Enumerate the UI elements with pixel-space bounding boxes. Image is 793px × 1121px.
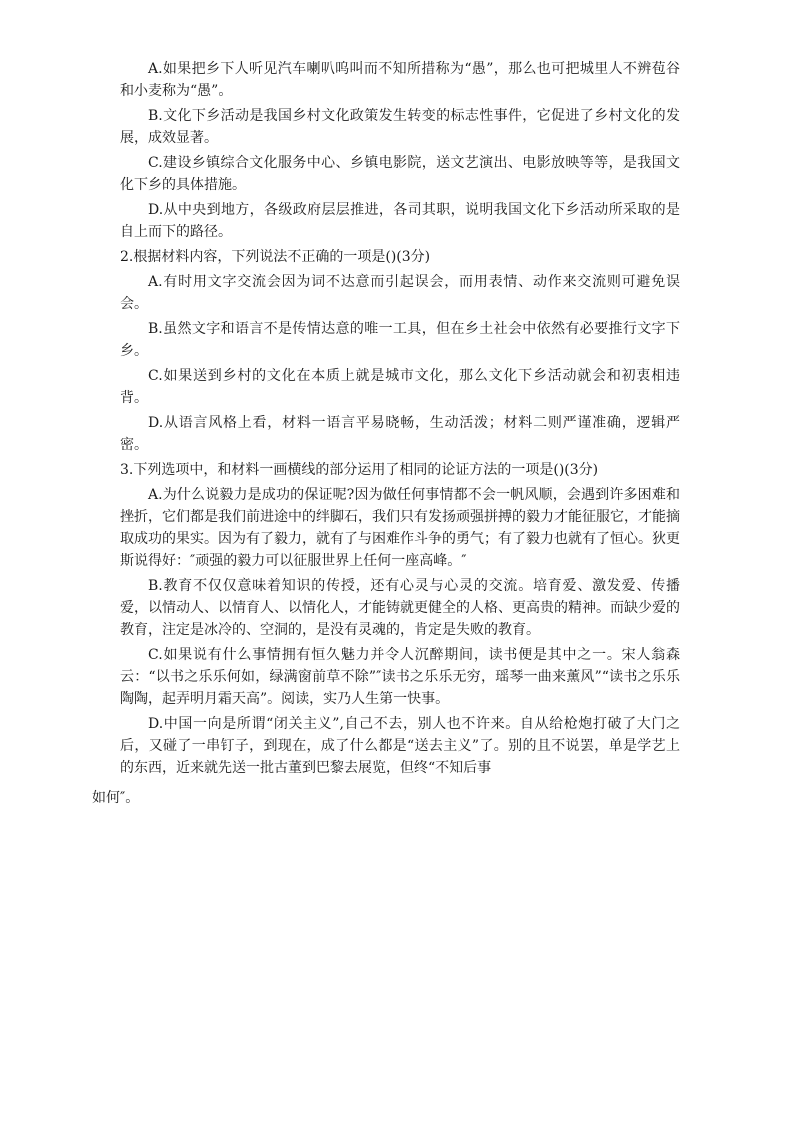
q3-stem: 3.下列选项中，和材料一画横线的部分运用了相同的论证方法的一项是()(3分) (120, 462, 599, 478)
q2-stem: 2.根据材料内容，下列说法不正确的一项是()(3分) (120, 249, 431, 265)
q3-option-d-tail: 如何″。 (92, 790, 140, 806)
q3-option-c: C.如果说有什么事情拥有恒久魅力并令人沉醉期间，读书便是其中之一。宋人翁森云：“以书之乐乐何如，绿满窗前草不除”″读书之乐乐无穷，瑶琴一曲来薰风”“读书之乐乐陶陶，起弄明月霜天高”。阅读，实乃人生第一快事。 (120, 647, 680, 707)
q1-option-d: D.从中央到地方，各级政府层层推进，各司其职，说明我国文化下乡活动所采取的是自上而下的路径。 (120, 202, 680, 240)
q1-option-c: C.建设乡镇综合文化服务中心、乡镇电影院，送文艺演出、电影放映等等，是我国文化下乡的具体措施。 (120, 155, 680, 193)
q2-option-a: A.有时用文字交流会因为词不达意而引起误会，而用表情、动作来交流则可避免误会。 (120, 274, 680, 312)
q3-option-d (92, 713, 680, 809)
q2-option-d: D.从语言风格上看，材料一语言平易晓畅，生动活泼；材料二则严谨准确，逻辑严密。 (120, 415, 680, 453)
q3-option-b: B.教育不仅仅意味着知识的传授，还有心灵与心灵的交流。培育爱、激发爱、传播爱，以情动人、以情育人、以情化人，才能铸就更健全的人格、更高贵的精神。而缺少爱的教育，注定是冰冷的、空洞的，是没有灵魂的，肯定是失败的教育。 (120, 578, 680, 638)
q2-option-c: C.如果送到乡村的文化在本质上就是城市文化，那么文化下乡活动就会和初衷相违背。 (120, 368, 680, 406)
q3-option-d-text: D.中国一向是所谓“闭关主义”,自己不去，别人也不许来。自从给枪炮打破了大门之后，又碰了一串钉子，到现在，成了什么都是“送去主义”了。别的且不说罢，单是学艺上的东西，近来就先送一批古董到巴黎去展览，但终“不知后事 (120, 716, 680, 776)
q1-option-a: A.如果把乡下人听见汽车喇叭呜叫而不知所措称为“愚”，那么也可把城里人不辨苞谷和小麦称为“愚”。 (120, 61, 680, 99)
q3-option-a: A.为什么说毅力是成功的保证呢?因为做任何事情都不会一帆风顺，会遇到许多困难和挫折，它们都是我们前进途中的绊脚石，我们只有发扬顽强拼搏的毅力才能征服它，才能摘取成功的果实。因为有了毅力，就有了与困难作斗争的勇气；有了毅力也就有了恒心。狄更斯说得好：″顽强的毅力可以征服世界上任何一座高峰。″ (120, 487, 680, 569)
exam-page (92, 58, 680, 809)
q2-option-b: B.虽然文字和语言不是传情达意的唯一工具，但在乡土社会中依然有必要推行文字下乡。 (120, 321, 680, 359)
q1-option-b: B.文化下乡活动是我国乡村文化政策发生转变的标志性事件，它促进了乡村文化的发展，成效显著。 (120, 108, 680, 146)
